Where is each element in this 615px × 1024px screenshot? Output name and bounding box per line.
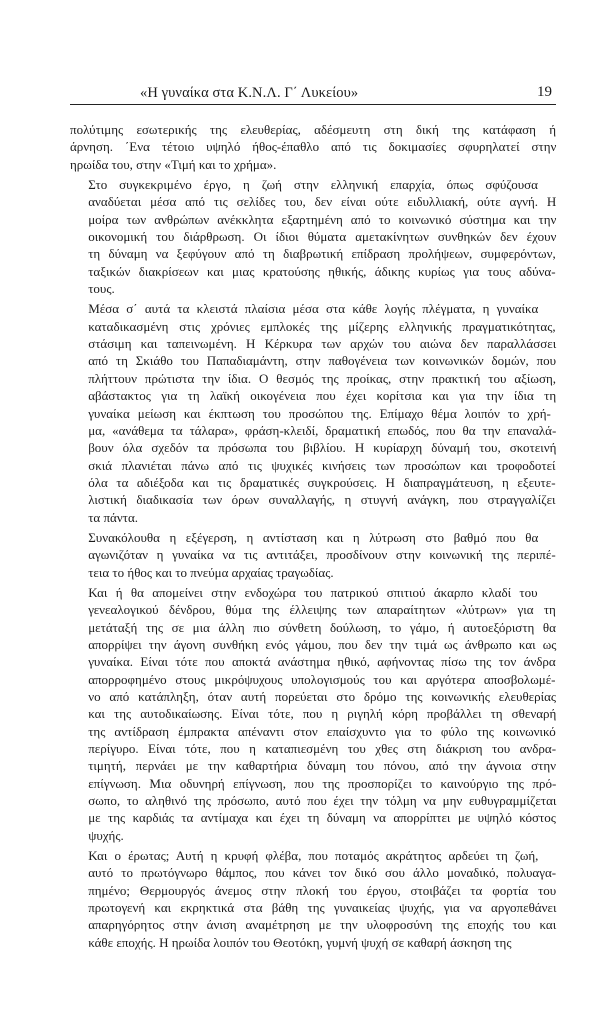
text-line: Και ή θα απομείνει στην ενδοχώρα του πατρικού σπιτιού άκαρπο κλαδί του — [88, 584, 538, 600]
body-text — [70, 121, 556, 954]
text-line: γυναίκα. Είναι τότε που αποκτά ανάστημα ηθικό, αφήνοντας πίσω της τον άνδρα — [88, 654, 556, 670]
text-line: καταδικασμένη στις χρόνιες εμπλοκές της μίζερης ελληνικής πραγματικότητας, — [88, 318, 556, 334]
paragraph — [70, 300, 556, 525]
text-line: Και ο έρωτας; Αυτή η κρυφή φλέβα, που ποταμός ακράτητος αρδεύει τη ζωή, — [88, 848, 539, 864]
text-line: αγωνιζόταν η γυναίκα να τις αντιτάξει, προσδίνουν στην κοινωνική της περιπέ- — [88, 547, 556, 563]
text-line: γυναίκα μείωση και έκπτωση του προσώπου της. Επίμαχο θέμα λοιπόν το χρή- — [88, 405, 551, 421]
text-line: τιμητή, περνάει με την καθαρτήρια δύναμη του πόνου, από την άγνοια στην — [88, 758, 557, 774]
text-line: ηρωίδα του, στην «Τιμή και το χρήμα». — [70, 156, 277, 172]
text-line: βουν όλα σχεδόν τα πρόσωπα του βιβλίου. Η κυρίαρχη δύναμή του, σκοτεινή — [88, 440, 557, 456]
text-line: πρωτογενή και εκρηκτικά στα βάθη της γυναικείας ψυχής, για να αργοπεθάνει — [88, 900, 557, 916]
paragraph — [70, 529, 556, 581]
text-line: πολύτιμης εσωτερικής της ελευθερίας, αδέσμευτη στη δική της κατάφαση ή — [70, 122, 557, 137]
running-title: «Η γυναίκα στα Κ.Ν.Λ. Γ΄ Λυκείου» — [140, 85, 359, 101]
text-line: στάσιμη και ταπεινωμένη. Η Κέρκυρα των αρχών του αιώνα δεν παραλλάσσει — [88, 336, 557, 352]
text-line: μοίρα των ανθρώπων ανέκκλητα εξαρτημένη από το κοινωνικό σύστημα και την — [88, 211, 557, 227]
text-line: πημένο; Θερμουργός άνεμος στην πλοκή του έργου, στοιβάζει τα φορτία του — [88, 882, 557, 898]
text-line: αυτό το πρωτόγνωρο θάμπος, που κάνει τον δικό σου άλλο μοναδικό, πολυαγα- — [88, 865, 557, 881]
text-line: ψυχής. — [88, 827, 124, 843]
text-line: γενεαλογικού δένδρου, θύμα της έλλειψης των απαραίτητων «λύτρων» για τη — [88, 602, 556, 618]
text-line: λιστική διαδικασία των όρων συναλλαγής, η στυγνή ανάγκη, που στραγγαλίζει — [88, 492, 556, 508]
text-line: ταξικών διακρίσεων και μιας κρατούσης ηθικής, άδικης κυρίως για τους αδύνα- — [88, 263, 556, 279]
text-line: αβάστακτος για τη λαϊκή οικογένεια που έχει κορίτσια και για την ίδια τη — [88, 388, 557, 404]
text-line: Συνακόλουθα η εξέγερση, η αντίσταση και η λύτρωση στο βαθμό που θα — [88, 529, 539, 545]
text-line: και της αυτοδικαίωσης. Είναι τότε, που η ριγηλή κόρη προβάλλει τη σθεναρή — [88, 706, 557, 722]
text-line: Μέσα σ΄ αυτά τα κλειστά πλαίσια μέσα στα κάθε λογής πλέγματα, η γυναίκα — [88, 301, 539, 317]
text-line: μα, «ανάθεμα τα τάλαρα», φράση-κλειδί, δραματική επωδός, που θα την επαναλά- — [88, 422, 557, 438]
text-line: περίγυρο. Είναι τότε, που η καταπιεσμένη του χθες στη διάκριση του ανδρα- — [88, 741, 557, 757]
text-line: πλήττουν πρώτιστα την ίδια. Ο θεσμός της προίκας, στην πρακτική του αξίωση, — [88, 370, 557, 386]
text-line: τους. — [88, 281, 115, 297]
text-line: με της καρδιάς τα αντίμαχα και έχει τη δύναμη να απορρίπτει με υψηλό κόστος — [88, 810, 556, 826]
text-line: απορροφημένο στους μικρόψυχους υπολογισμούς του και αργότερα αποσβολωμέ- — [88, 671, 556, 687]
text-line: όλα τα αδιέξοδα και τις δραματικές συγκρούσεις. Η διαπραγμάτευση, η εξευτε- — [88, 474, 556, 490]
text-line: από τη Σκιάθο του Παπαδιαμάντη, στην παθογένεια των κοινωνικών δομών, που — [88, 353, 557, 369]
text-line: σωπο, το αληθινό της πρόσωπο, αυτό που έχει την τόλμη να μην ευθυγραμμίζεται — [88, 793, 557, 809]
text-line: άρνηση. ΄Ενα τέτοιο υψηλό ήθος-έπαθλο από τις δοκιμασίες σφυρηλατεί στην — [70, 139, 557, 155]
paragraph — [70, 847, 556, 951]
text-line: επίγνωση. Μια οδυνηρή επίγνωση, που της προσπορίζει το καινούργιο της πρό- — [88, 775, 557, 791]
page-number: 19 — [537, 84, 552, 100]
running-header — [70, 84, 556, 105]
text-line: αναδύεται μέσα από τις σελίδες του, δεν είναι ούτε ειδυλλιακή, ούτε αγνή. Η — [88, 194, 557, 210]
text-line: τεια το ήθος και το πνεύμα αρχαίας τραγωδίας. — [88, 564, 334, 580]
text-line: Στο συγκεκριμένο έργο, η ζωή στην ελληνική επαρχία, όπως σφύζουσα — [88, 177, 538, 193]
text-line: τη δύναμη να ξεφύγουν από τη διαβρωτική επίδραση προλήψεων, συμφερόντων, — [88, 246, 556, 262]
text-line: μετάταξή της σε μια άλλη πιο σύνθετη δούλωση, το γάμο, ή αυτοεξόριστη θα — [88, 619, 556, 635]
text-line: οικονομική του διάρθρωση. Οι ίδιοι θύματα αμετακίνητων συνθηκών δεν έχουν — [88, 229, 557, 245]
text-line: τα πάντα. — [88, 509, 139, 525]
text-line: απαρηγόρητος στην άνιση αναμέτρηση με την υλοφροσύνη της εποχής του και — [88, 917, 557, 933]
paragraph — [70, 176, 556, 297]
paragraph — [70, 121, 556, 173]
text-line: της αντίδραση έμπρακτα απέναντι στον επαίσχυντο για το φύλο της κοινωνικό — [88, 723, 556, 739]
text-line: σκιά πλανιέται πάνω από τις ψυχικές κινήσεις των προσώπων και τροφοδοτεί — [88, 457, 556, 473]
text-line: νο από κατάπληξη, όταν αυτή πορεύεται στο δρόμο της κοινωνικής ελευθερίας — [88, 689, 557, 704]
text-line: απορρίψει την άγονη συνθήκη ενός γάμου, που δεν την τιμά ως άνθρωπο και ως — [88, 636, 557, 652]
text-line: κάθε εποχής. Η ηρωίδα λοιπόν του Θεοτόκη, γυμνή ψυχή σε καθαρή άσκηση της — [88, 934, 512, 950]
paragraph — [70, 584, 556, 844]
